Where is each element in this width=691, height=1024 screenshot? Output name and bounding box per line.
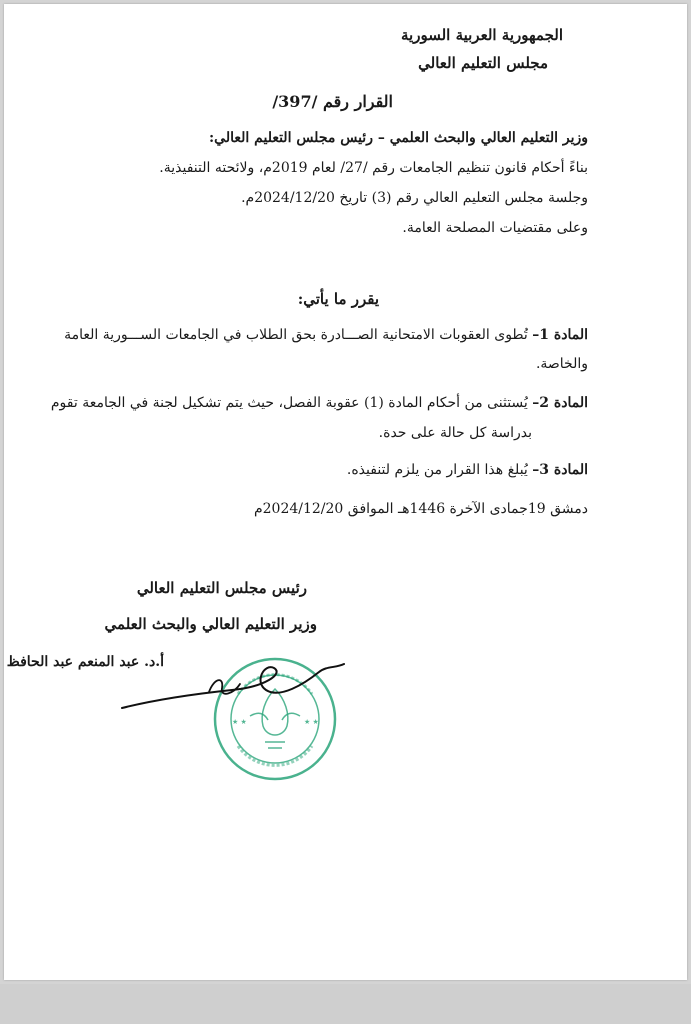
preamble-line-3: وعلى مقتضيات المصلحة العامة. [402, 220, 588, 236]
preamble-issuer: وزير التعليم العالي والبحث العلمي – رئيس مجلس التعليم العالي: [209, 130, 588, 146]
article-3-text: يُبلغ هذا القرار من يلزم لتنفيذه. [346, 462, 528, 478]
article-2-text: يُستثنى من أحكام المادة (1) عقوبة الفصل، حيث يتم تشكيل لجنة في الجامعة تقوم [50, 395, 528, 411]
preamble-line-1: بناءً أحكام قانون تنظيم الجامعات رقم /27/ لعام 2019م، ولائحته التنفيذية. [159, 160, 588, 176]
article-1-label: المادة 1– [532, 327, 588, 343]
signatory-title-2: وزير التعليم العالي والبحث العلمي [104, 615, 317, 633]
document-page [4, 4, 687, 980]
bottom-background [0, 984, 691, 1024]
signatory-title-1: رئيس مجلس التعليم العالي [136, 579, 307, 597]
article-1-text: تُطوى العقوبات الامتحانية الصـــادرة بحق الطلاب في الجامعات الســـورية العامة [64, 327, 528, 343]
article-3-label: المادة 3– [532, 462, 588, 478]
article-3 [347, 462, 588, 478]
article-1-continuation: والخاصة. [535, 356, 588, 372]
article-2-continuation: بدراسة كل حالة على حدة. [378, 425, 532, 441]
article-2 [51, 395, 588, 411]
article-2-label: المادة 2– [532, 395, 588, 411]
header-council: مجلس التعليم العالي [418, 54, 548, 72]
svg-text:★ ★: ★ ★ [304, 718, 319, 726]
header-republic: الجمهورية العربية السورية [401, 26, 563, 44]
signatory-name: أ.د. عبد المنعم عبد الحافظ [6, 654, 164, 670]
date-line: دمشق 19جمادى الآخرة 1446هـ الموافق 2024/12/20م [253, 501, 588, 517]
decision-title: القرار رقم /397/ [272, 92, 393, 111]
preamble-line-2: وجلسة مجلس التعليم العالي رقم (3) تاريخ 2024/12/20م. [241, 190, 588, 206]
decides-heading: يقرر ما يأتي: [297, 290, 379, 308]
svg-text:★ ★: ★ ★ [232, 718, 247, 726]
article-1 [64, 327, 588, 343]
